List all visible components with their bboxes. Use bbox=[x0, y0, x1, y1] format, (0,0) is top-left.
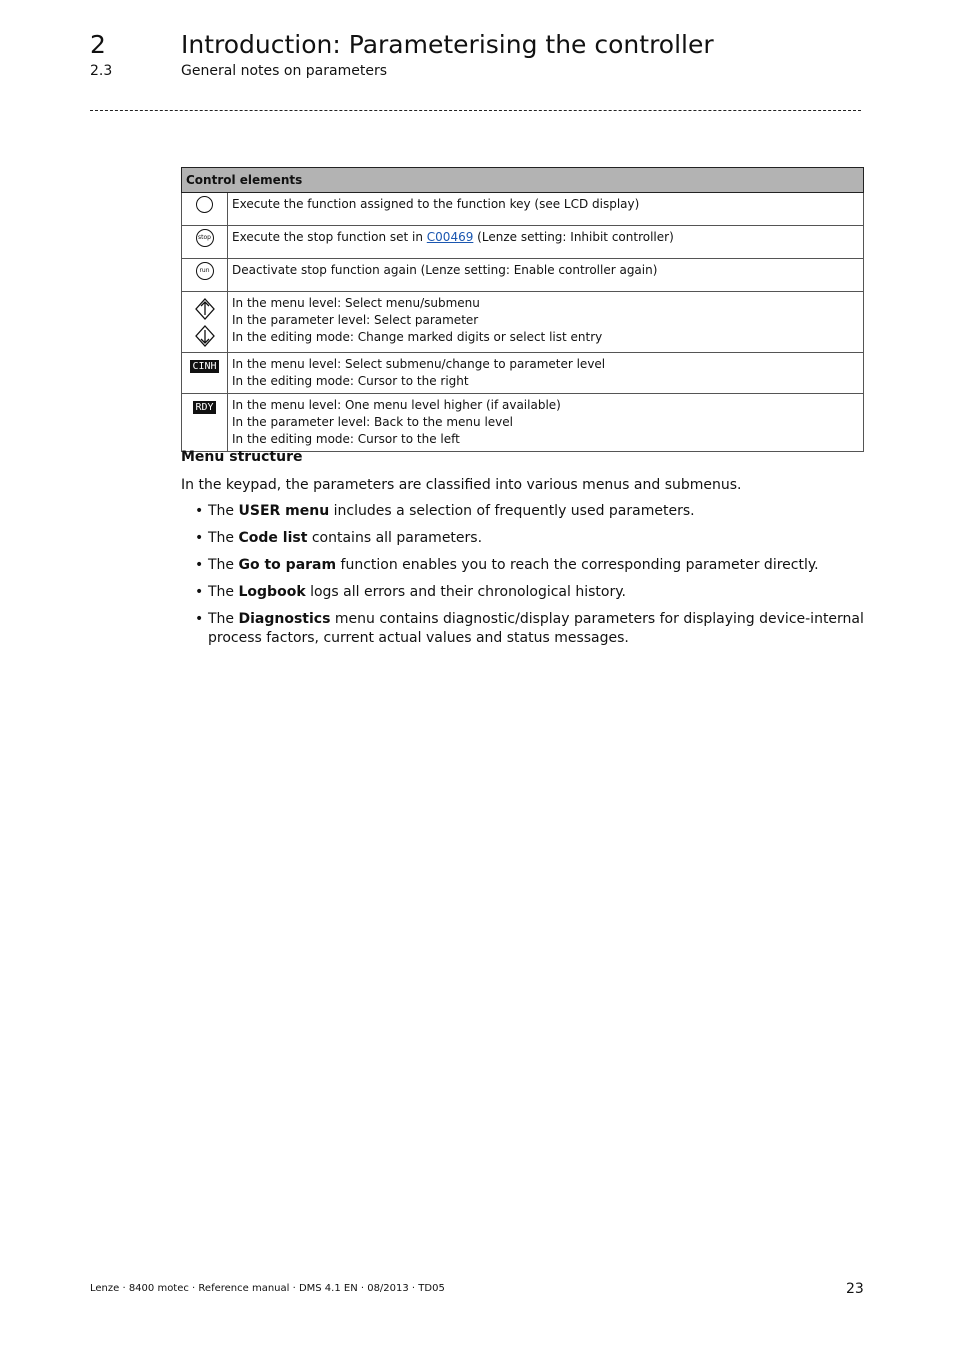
row-text: In the parameter level: Back to the menu level bbox=[232, 415, 513, 429]
c00469-link[interactable]: C00469 bbox=[426, 230, 474, 244]
list-item: • The Code list contains all parameters. bbox=[181, 529, 871, 548]
section-title: General notes on parameters bbox=[181, 63, 388, 79]
row-text: (Lenze setting: Inhibit controller) bbox=[473, 230, 674, 244]
table-header-row bbox=[182, 168, 864, 193]
down-arrow-key-icon bbox=[186, 322, 223, 349]
rdy-key-icon: RDY bbox=[195, 402, 214, 413]
table-row bbox=[182, 353, 864, 394]
control-elements-table bbox=[181, 167, 864, 452]
row-text: In the parameter level: Select parameter bbox=[232, 313, 479, 327]
row-text: In the menu level: Select submenu/change to parameter level bbox=[232, 357, 606, 371]
table-row bbox=[182, 259, 864, 292]
table-row bbox=[182, 394, 864, 452]
page-number: 23 bbox=[846, 1281, 864, 1297]
row-text: Execute the stop function set in bbox=[232, 230, 427, 244]
footer-text: Lenze · 8400 motec · Reference manual · DMS 4.1 EN · 08/2013 · TD05 bbox=[90, 1283, 445, 1294]
row-text: Deactivate stop function again (Lenze setting: Enable controller again) bbox=[232, 263, 658, 277]
menu-structure-heading: Menu structure bbox=[181, 449, 303, 465]
list-item: • The Diagnostics menu contains diagnostic/display parameters for displaying device-internal process factors, current actual values and status messages. bbox=[181, 610, 871, 648]
table-heading: Control elements bbox=[182, 168, 864, 193]
table-row bbox=[182, 193, 864, 226]
row-text: In the editing mode: Cursor to the left bbox=[232, 432, 460, 446]
list-item: • The Logbook logs all errors and their chronological history. bbox=[181, 583, 871, 602]
section-number: 2.3 bbox=[90, 63, 113, 79]
stop-key-icon: stop bbox=[196, 229, 214, 247]
row-text: In the menu level: One menu level higher (if available) bbox=[232, 398, 561, 412]
chapter-title: Introduction: Parameterising the controller bbox=[181, 30, 714, 59]
chapter-number: 2 bbox=[90, 30, 106, 59]
menu-structure-intro: In the keypad, the parameters are classified into various menus and submenus. bbox=[181, 477, 742, 493]
row-text: In the editing mode: Change marked digits or select list entry bbox=[232, 330, 603, 344]
header-divider bbox=[90, 110, 861, 111]
up-arrow-key-icon bbox=[186, 295, 223, 322]
table-row bbox=[182, 292, 864, 353]
function-key-circle-icon bbox=[196, 196, 213, 213]
menu-list bbox=[181, 502, 871, 656]
list-item: • The USER menu includes a selection of frequently used parameters. bbox=[181, 502, 871, 521]
row-text: In the editing mode: Cursor to the right bbox=[232, 374, 469, 388]
row-text: Execute the function assigned to the function key (see LCD display) bbox=[232, 197, 640, 211]
row-text: In the menu level: Select menu/submenu bbox=[232, 296, 480, 310]
run-key-icon: run bbox=[196, 262, 214, 280]
table-row bbox=[182, 226, 864, 259]
cinh-key-icon: CINH bbox=[192, 361, 217, 372]
list-item: • The Go to param function enables you to reach the corresponding parameter directly. bbox=[181, 556, 871, 575]
